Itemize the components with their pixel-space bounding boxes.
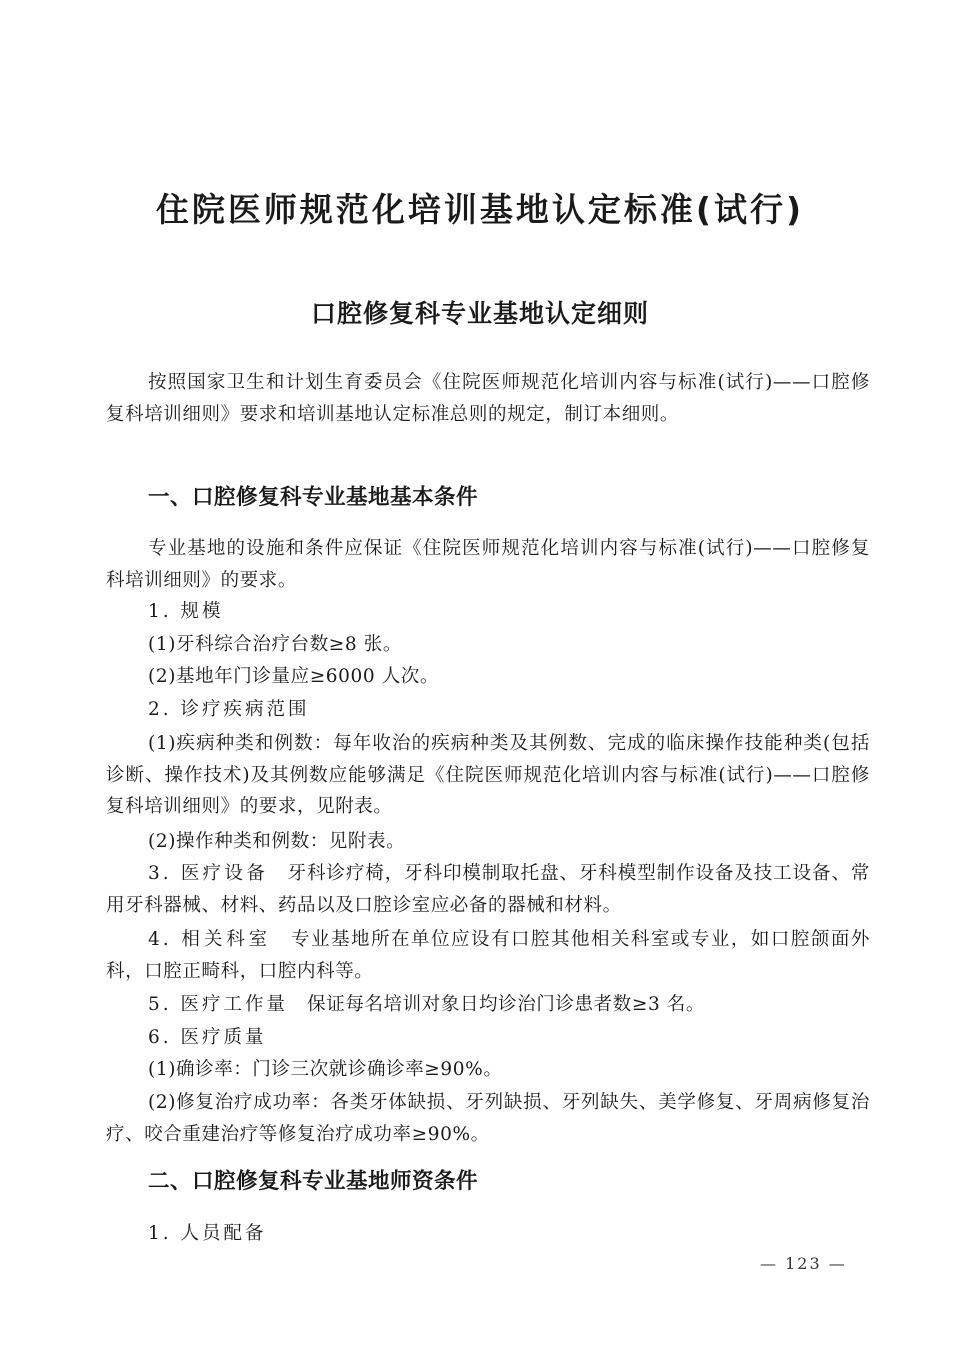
equipment-text: 牙科诊疗椅，牙科印模制取托盘、牙科模型制作设备及技工设备、常用牙科器械、材料、药品以及口腔诊室应必备的器械和材料。 — [106, 863, 870, 916]
workload-paragraph — [148, 989, 705, 1021]
scale-item-2: (2)基地年门诊量应≥6000 人次。 — [148, 666, 440, 687]
section-1-heading: 一、口腔修复科专业基地基本条件 — [148, 485, 479, 510]
workload-label: 5. 医疗工作量 — [148, 994, 289, 1015]
quality-item-1: (1)确诊率：门诊三次就诊确诊率≥90%。 — [148, 1059, 503, 1080]
quality-item-2: (2)修复治疗成功率：各类牙体缺损、牙列缺损、牙列缺失、美学修复、牙周病修复治疗、咬合重建治疗等修复治疗成功率≥90%。 — [106, 1092, 870, 1145]
equipment-label: 3. 医疗设备 — [148, 863, 269, 884]
scale-item-1: (1)牙科综合治疗台数≥8 张。 — [148, 634, 402, 655]
disease-item-2: (2)操作种类和例数：见附表。 — [148, 831, 406, 852]
page-number: — 123 — — [760, 1254, 847, 1273]
disease-item-1: (1)疾病种类和例数：每年收治的疾病种类及其例数、完成的临床操作技能种类(包括诊断、操作技术)及其例数应能够满足《住院医师规范化培训内容与标准(试行)——口腔修复科培训细则》的要求，见附表。 — [106, 733, 870, 817]
document-title: 住院医师规范化培训基地认定标准(试行) — [155, 190, 805, 229]
workload-text: 保证每名培训对象日均诊治门诊患者数≥3 名。 — [307, 994, 706, 1015]
scale-heading: 1. 规模 — [148, 601, 224, 622]
document-subtitle: 口腔修复科专业基地认定细则 — [310, 299, 649, 328]
section-2-heading: 二、口腔修复科专业基地师资条件 — [148, 1169, 479, 1194]
disease-scope-heading: 2. 诊疗疾病范围 — [148, 699, 310, 720]
related-departments-label: 4. 相关科室 — [148, 929, 272, 950]
quality-heading: 6. 医疗质量 — [148, 1027, 267, 1048]
section-1-intro: 专业基地的设施和条件应保证《住院医师规范化培训内容与标准(试行)——口腔修复科培训细则》的要求。 — [106, 538, 870, 591]
intro-paragraph: 按照国家卫生和计划生育委员会《住院医师规范化培训内容与标准(试行)——口腔修复科培训细则》要求和培训基地认定标准总则的规定，制订本细则。 — [106, 372, 870, 425]
related-departments-paragraph — [106, 924, 870, 987]
staffing-heading: 1. 人员配备 — [148, 1223, 267, 1244]
equipment-paragraph — [106, 858, 870, 921]
related-departments-text: 专业基地所在单位应设有口腔其他相关科室或专业，如口腔颌面外科，口腔正畸科，口腔内科等。 — [106, 929, 870, 982]
